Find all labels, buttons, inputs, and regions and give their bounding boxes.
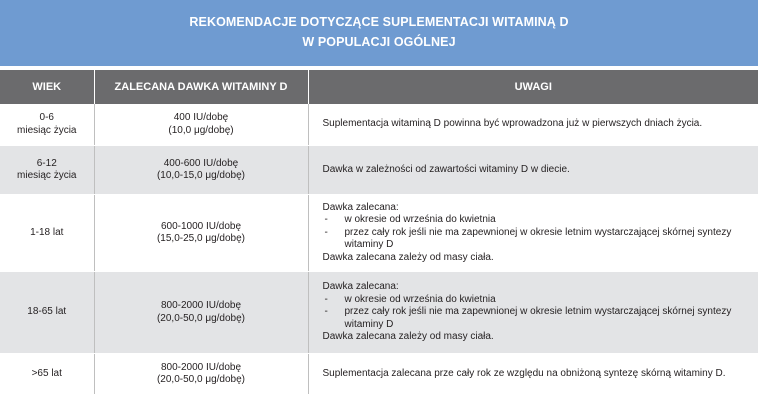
note-text: Suplementacja witaminą D powinna być wprowadzona już w pierwszych dniach życia. — [322, 118, 703, 130]
dose-iu: 400 IU/dobę — [173, 112, 229, 123]
note-cell — [308, 272, 758, 354]
dose-ug: (10,0 μg/dobę) — [168, 124, 234, 136]
dose-iu: 800-2000 IU/dobę — [160, 300, 242, 311]
age-range: 18-65 lat — [27, 306, 67, 318]
note-outro: Dawka zalecana zależy od masy ciała. — [322, 331, 494, 343]
dose-ug: (20,0-50,0 μg/dobę) — [156, 374, 246, 385]
note-list — [323, 214, 749, 252]
age-cell — [0, 104, 94, 146]
list-item: - przez cały rok jeśli nie ma zapewnionej w okresie letnim wystarczającej skórnej syntezy witaminy D — [323, 306, 749, 331]
dose-cell — [94, 272, 308, 354]
age-range: 0-6 — [39, 112, 54, 123]
dose-iu: 800-2000 IU/dobę — [160, 361, 242, 373]
table-row — [0, 272, 758, 354]
header-age: WIEK — [0, 70, 94, 104]
age-range: 6-12 — [36, 157, 57, 169]
note-list — [323, 294, 749, 332]
age-unit: miesiąc życia — [17, 170, 77, 181]
header-notes: UWAGI — [308, 70, 758, 104]
dose-cell — [94, 104, 308, 146]
age-cell — [0, 272, 94, 354]
note-cell — [308, 195, 758, 272]
note-intro: Dawka zalecana: — [322, 281, 399, 293]
age-cell — [0, 195, 94, 272]
dose-cell — [94, 195, 308, 272]
age-range: >65 lat — [31, 367, 62, 379]
header-dose: ZALECANA DAWKA WITAMINY D — [94, 70, 308, 104]
note-intro: Dawka zalecana: — [322, 201, 399, 213]
list-item: - przez cały rok jeśli nie ma zapewnionej w okresie letnim wystarczającej skórnej syntezy witaminy D — [323, 227, 749, 252]
note-cell — [308, 104, 758, 146]
note-text: Suplementacja zalecana prze cały rok ze względu na obniżoną syntezę skórną witaminy D. — [322, 367, 726, 379]
list-item: - w okresie od września do kwietnia — [323, 294, 749, 307]
age-unit: miesiąc życia — [17, 124, 77, 136]
list-item: - w okresie od września do kwietnia — [323, 214, 749, 227]
vitamin-d-table — [0, 70, 758, 395]
dose-iu: 600-1000 IU/dobę — [160, 220, 242, 232]
dose-ug: (15,0-25,0 μg/dobę) — [156, 233, 246, 244]
table-title — [0, 0, 758, 66]
dose-cell — [94, 146, 308, 195]
dose-ug: (10,0-15,0 μg/dobę) — [156, 170, 246, 181]
dose-ug: (20,0-50,0 μg/dobę) — [156, 312, 246, 324]
title-line-2: W POPULACJI OGÓLNEJ — [302, 35, 456, 49]
note-outro: Dawka zalecana zależy od masy ciała. — [322, 251, 494, 263]
header-row — [0, 70, 758, 104]
table-row — [0, 195, 758, 272]
table-row — [0, 104, 758, 146]
age-cell — [0, 354, 94, 395]
title-line-1: REKOMENDACJE DOTYCZĄCE SUPLEMENTACJI WITAMINĄ D — [189, 15, 569, 29]
dose-cell — [94, 354, 308, 395]
dose-iu: 400-600 IU/dobę — [163, 157, 239, 169]
age-range: 1-18 lat — [30, 226, 64, 238]
note-cell — [308, 146, 758, 195]
note-cell — [308, 354, 758, 395]
table-row — [0, 146, 758, 195]
note-text: Dawka w zależności od zawartości witaminy D w diecie. — [322, 163, 570, 175]
age-cell — [0, 146, 94, 195]
table-row — [0, 354, 758, 395]
